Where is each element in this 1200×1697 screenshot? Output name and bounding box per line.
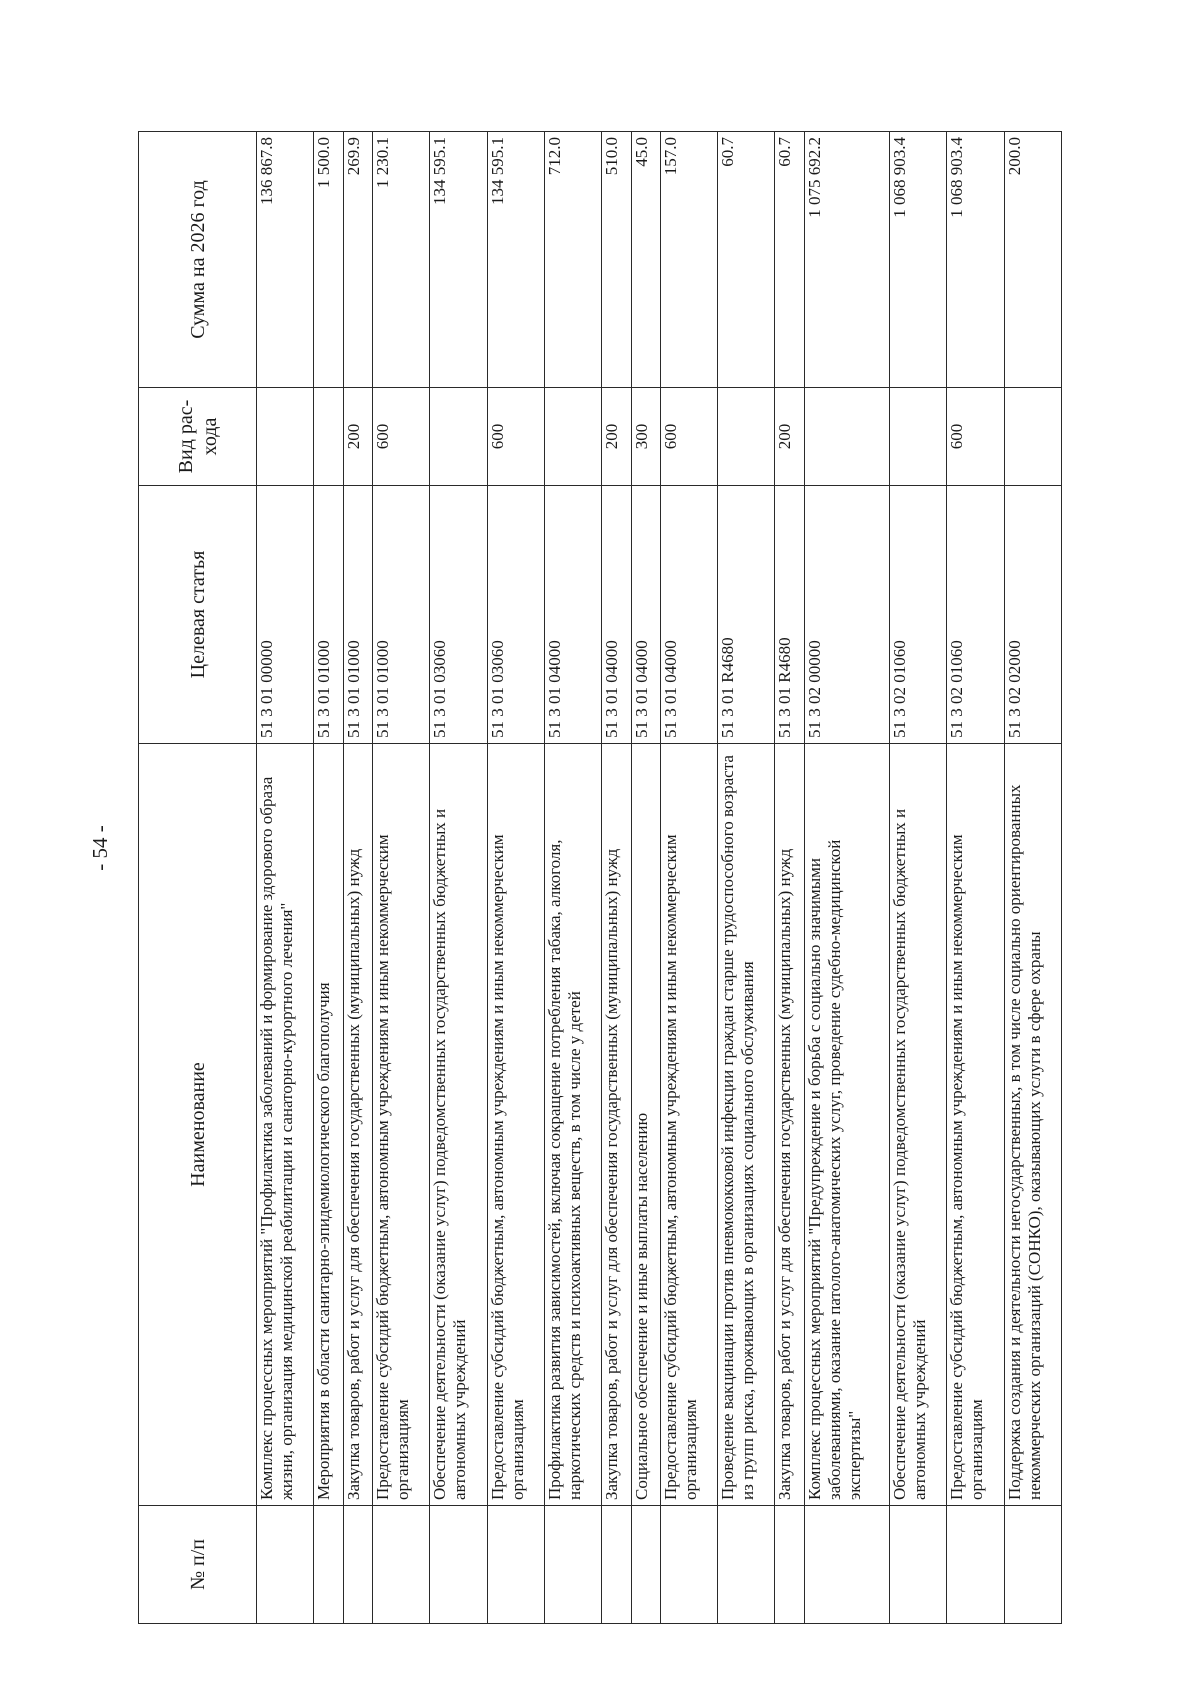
row-expense-type-cell [314, 388, 343, 486]
row-target-article-cell: 51 3 01 04000 [544, 486, 601, 744]
table-row [314, 132, 343, 1624]
row-name-cell: Закупка товаров, работ и услуг для обеспечения государственных (муниципальных) нужд [343, 744, 372, 1506]
table-row [257, 132, 314, 1624]
row-number-cell [314, 1506, 343, 1624]
table-body [257, 132, 1062, 1624]
table-row [430, 132, 487, 1624]
row-name-cell: Обеспечение деятельности (оказание услуг) подведомственных государственных бюджетных и автономных учреждений [430, 744, 487, 1506]
rotated-page-content [138, 132, 1062, 1624]
row-target-article-cell: 51 3 01 04000 [631, 486, 660, 744]
row-amount-cell: 136 867.8 [257, 132, 314, 388]
row-expense-type-cell: 600 [372, 388, 429, 486]
table-header [139, 132, 257, 1624]
table-row [775, 132, 804, 1624]
row-target-article-cell: 51 3 02 01060 [890, 486, 947, 744]
row-name-cell: Поддержка создания и деятельности негосударственных, в том числе социально ориентированных некоммерческих организаций (СОНКО), оказывающих услуги в сфере охраны [1004, 744, 1061, 1506]
row-name-cell: Предоставление субсидий бюджетным, автономным учреждениям и иным некоммерческим организациям [372, 744, 429, 1506]
page-number: - 54 - [88, 825, 112, 871]
row-expense-type-cell: 200 [602, 388, 631, 486]
column-header-name: Наименование [139, 744, 257, 1506]
column-header-number: № п/п [139, 1506, 257, 1624]
row-number-cell [890, 1506, 947, 1624]
table-row [372, 132, 429, 1624]
table-row [1004, 132, 1061, 1624]
row-amount-cell: 134 595.1 [430, 132, 487, 388]
row-number-cell [372, 1506, 429, 1624]
row-amount-cell: 1 230.1 [372, 132, 429, 388]
row-number-cell [1004, 1506, 1061, 1624]
row-amount-cell: 712.0 [544, 132, 601, 388]
row-number-cell [544, 1506, 601, 1624]
row-target-article-cell: 51 3 01 03060 [487, 486, 544, 744]
row-target-article-cell: 51 3 01 00000 [257, 486, 314, 744]
row-number-cell [257, 1506, 314, 1624]
row-target-article-cell: 51 3 01 R4680 [775, 486, 804, 744]
row-expense-type-cell [890, 388, 947, 486]
table-row [343, 132, 372, 1624]
row-number-cell [343, 1506, 372, 1624]
row-expense-type-cell [718, 388, 775, 486]
column-header-expense-type: Вид рас-хода [139, 388, 257, 486]
table-row [602, 132, 631, 1624]
row-expense-type-cell: 200 [775, 388, 804, 486]
row-expense-type-cell [257, 388, 314, 486]
table-row [544, 132, 601, 1624]
row-target-article-cell: 51 3 01 R4680 [718, 486, 775, 744]
header-row [139, 132, 257, 1624]
row-name-cell: Профилактика развития зависимостей, включая сокращение потребления табака, алкоголя, наркотических средств и психоактивных веществ, в том числе у детей [544, 744, 601, 1506]
table-row [804, 132, 889, 1624]
row-name-cell: Проведение вакцинации против пневмококковой инфекции граждан старше трудоспособного возраста из групп риска, проживающих в организациях социального обслуживания [718, 744, 775, 1506]
row-amount-cell: 134 595.1 [487, 132, 544, 388]
row-name-cell: Предоставление субсидий бюджетным, автономным учреждениям и иным некоммерческим организациям [487, 744, 544, 1506]
row-amount-cell: 1 500.0 [314, 132, 343, 388]
row-expense-type-cell [804, 388, 889, 486]
row-name-cell: Социальное обеспечение и иные выплаты населению [631, 744, 660, 1506]
row-expense-type-cell [430, 388, 487, 486]
table-row [487, 132, 544, 1624]
row-target-article-cell: 51 3 02 01060 [947, 486, 1004, 744]
table-row [631, 132, 660, 1624]
row-expense-type-cell [1004, 388, 1061, 486]
row-number-cell [487, 1506, 544, 1624]
row-name-cell: Предоставление субсидий бюджетным, автономным учреждениям и иным некоммерческим организациям [660, 744, 717, 1506]
row-expense-type-cell: 200 [343, 388, 372, 486]
column-header-amount: Сумма на 2026 год [139, 132, 257, 388]
row-expense-type-cell: 600 [660, 388, 717, 486]
row-amount-cell: 1 068 903.4 [890, 132, 947, 388]
row-name-cell: Закупка товаров, работ и услуг для обеспечения государственных (муниципальных) нужд [775, 744, 804, 1506]
row-amount-cell: 510.0 [602, 132, 631, 388]
row-name-cell: Обеспечение деятельности (оказание услуг) подведомственных государственных бюджетных и автономных учреждений [890, 744, 947, 1506]
budget-table-container [138, 132, 1062, 1624]
table-row [660, 132, 717, 1624]
row-target-article-cell: 51 3 01 04000 [602, 486, 631, 744]
table-row [890, 132, 947, 1624]
row-amount-cell: 200.0 [1004, 132, 1061, 388]
column-header-target-article: Целевая статья [139, 486, 257, 744]
table-row [718, 132, 775, 1624]
row-expense-type-cell: 300 [631, 388, 660, 486]
budget-table [138, 131, 1062, 1624]
row-target-article-cell: 51 3 02 02000 [1004, 486, 1061, 744]
row-number-cell [804, 1506, 889, 1624]
row-amount-cell: 269.9 [343, 132, 372, 388]
row-amount-cell: 60.7 [775, 132, 804, 388]
row-number-cell [947, 1506, 1004, 1624]
row-target-article-cell: 51 3 01 03060 [430, 486, 487, 744]
row-target-article-cell: 51 3 01 01000 [314, 486, 343, 744]
row-number-cell [430, 1506, 487, 1624]
row-number-cell [718, 1506, 775, 1624]
row-name-cell: Комплекс процессных мероприятий "Предупреждение и борьба с социально значимыми заболеваниями, оказание патолого-анатомических услуг, проведение судебно-медицинской экспертизы" [804, 744, 889, 1506]
row-target-article-cell: 51 3 01 01000 [343, 486, 372, 744]
row-number-cell [602, 1506, 631, 1624]
row-amount-cell: 157.0 [660, 132, 717, 388]
row-name-cell: Комплекс процессных мероприятий "Профилактика заболеваний и формирование здорового образа жизни, организация медицинской реабилитации и санаторно-курортного лечения" [257, 744, 314, 1506]
row-target-article-cell: 51 3 01 04000 [660, 486, 717, 744]
row-expense-type-cell: 600 [947, 388, 1004, 486]
row-number-cell [631, 1506, 660, 1624]
row-number-cell [660, 1506, 717, 1624]
row-target-article-cell: 51 3 02 00000 [804, 486, 889, 744]
row-amount-cell: 60.7 [718, 132, 775, 388]
row-amount-cell: 45.0 [631, 132, 660, 388]
row-name-cell: Предоставление субсидий бюджетным, автономным учреждениям и иным некоммерческим организациям [947, 744, 1004, 1506]
row-number-cell [775, 1506, 804, 1624]
row-amount-cell: 1 075 692.2 [804, 132, 889, 388]
table-row [947, 132, 1004, 1624]
row-amount-cell: 1 068 903.4 [947, 132, 1004, 388]
row-expense-type-cell [544, 388, 601, 486]
row-target-article-cell: 51 3 01 01000 [372, 486, 429, 744]
row-expense-type-cell: 600 [487, 388, 544, 486]
row-name-cell: Закупка товаров, работ и услуг для обеспечения государственных (муниципальных) нужд [602, 744, 631, 1506]
row-name-cell: Мероприятия в области санитарно-эпидемиологического благополучия [314, 744, 343, 1506]
